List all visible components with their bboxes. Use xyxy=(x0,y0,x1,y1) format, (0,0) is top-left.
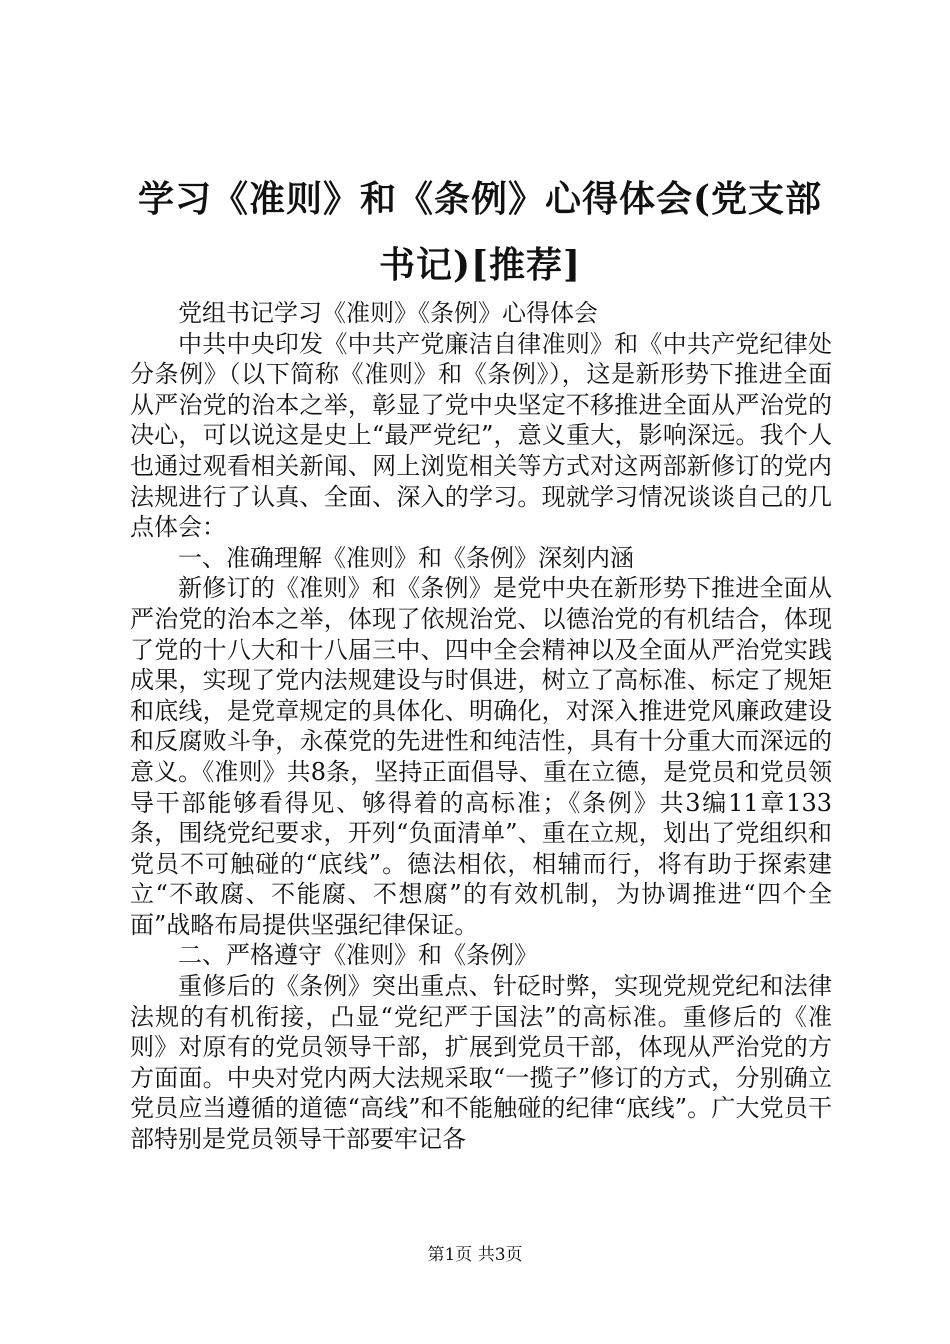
section-heading-2: 二、严格遵守《准则》和《条例》 xyxy=(178,941,538,970)
paragraph-section-1: 新修订的《准则》和《条例》是党中央在新形势下推进全面从严治党的治本之举，体现了依规治党、以德治党的有机结合，体现了党的十八大和十八届三中、四中全会精神以及全面从严治党实践成果，实现了党内法规建设与时俱进，树立了高标准、标定了规矩和底线，是党章规定的具体化、明确化，对深入推进党风廉政建设和反腐败斗争，永葆党的先进性和纯洁性，具有十分重大而深远的意义。《准则》共8条，坚持正面倡导、重在立德，是党员和党员领导干部能够看得见、够得着的高标准；《条例》共3编11章133条，围绕党纪要求，开列“负面清单”、重在立规，划出了党组织和党员不可触碰的“底线”。德法相依，相辅而行，将有助于探索建立“不敢腐、不能腐、不想腐”的有效机制，为协调推进“四个全面”战略布局提供坚强纪律保证。 xyxy=(130,574,832,939)
document-body xyxy=(130,298,832,1155)
page-footer: 第1页 共3页 xyxy=(427,1245,523,1265)
paragraph-heading-intro: 党组书记学习《准则》《条例》心得体会 xyxy=(178,299,598,327)
paragraph-intro: 中共中央印发《中共产党廉洁自律准则》和《中共产党纪律处分条例》（以下简称《准则》和《条例》），这是新形势下推进全面从严治党的治本之举，彰显了党中央坚定不移推进全面从严治党的决心，可以说这是史上“最严党纪”，意义重大，影响深远。我个人也通过观看相关新闻、网上浏览相关等方式对这两部新修订的党内法规进行了认真、全面、深入的学习。现就学习情况谈谈自己的几点体会： xyxy=(130,329,832,542)
paragraph-section-2: 重修后的《条例》突出重点、针砭时弊，实现党规党纪和法律法规的有机衔接，凸显“党纪严于国法”的高标准。重修后的《准则》对原有的党员领导干部，扩展到党员干部，体现从严治党的方方面面。中央对党内两大法规采取“一揽子”修订的方式，分别确立党员应当遵循的道德“高线”和不能触碰的纪律“底线”。广大党员干部特别是党员领导干部要牢记各 xyxy=(130,972,832,1154)
document-title: 学习《准则》和《条例》心得体会(党支部书记)[推荐] xyxy=(137,178,823,286)
section-heading-1: 一、准确理解《准则》和《条例》深刻内涵 xyxy=(178,543,634,572)
